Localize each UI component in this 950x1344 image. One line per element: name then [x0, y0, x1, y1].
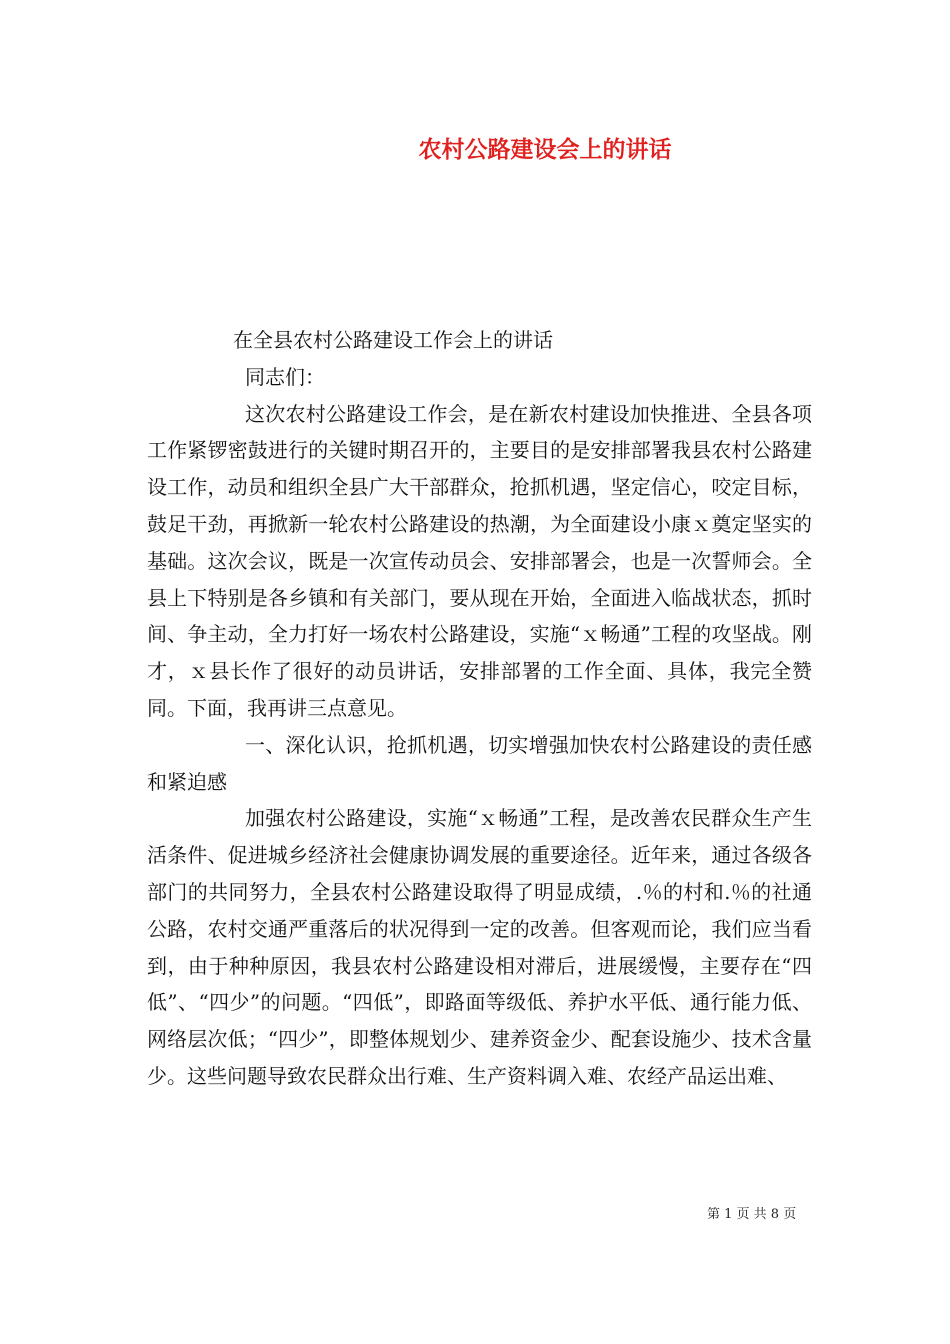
page-number: 第 1 页 共 8 页	[707, 1207, 797, 1222]
section-heading-1: 一、深化认识，抢抓机遇，切实增强加快农村公路建设的责任感和紧迫感	[147, 732, 812, 794]
paragraph-intro: 这次农村公路建设工作会，是在新农村建设加快推进、全县各项工作紧锣密鼓进行的关键时期召开的，主要目的是安排部署我县农村公路建设工作，动员和组织全县广大干部群众，抢抓机遇，坚定信心，咬定目标，鼓足干劲，再掀新一轮农村公路建设的热潮，为全面建设小康ｘ奠定坚实的基础。这次会议，既是一次宣传动员会、安排部署会，也是一次誓师会。全县上下特别是各乡镇和有关部门，要从现在开始，全面进入临战状态，抓时间、争主动，全力打好一场农村公路建设，实施“ｘ畅通”工程的攻坚战。刚才，ｘ县长作了很好的动员讲话，安排部署的工作全面、具体，我完全赞同。下面，我再讲三点意见。	[147, 401, 812, 720]
document-subtitle: 在全县农村公路建设工作会上的讲话	[233, 328, 553, 352]
salutation: 同志们：	[245, 364, 325, 389]
document-body	[147, 322, 812, 1095]
paragraph-section-1: 加强农村公路建设，实施“ｘ畅通”工程，是改善农民群众生产生活条件、促进城乡经济社会健康协调发展的重要途径。近年来，通过各级各部门的共同努力，全县农村公路建设取得了明显成绩，.％的村和.％的社通公路，农村交通严重落后的状况得到一定的改善。但客观而论，我们应当看到，由于种种原因，我县农村公路建设相对滞后，进展缓慢，主要存在“四低”、“四少”的问题。“四低”，即路面等级低、养护水平低、通行能力低、网络层次低；“四少”，即整体规划少、建养资金少、配套设施少、技术含量少。这些问题导致农民群众出行难、生产资料调入难、农经产品运出难、	[147, 806, 812, 1088]
document-title: 农村公路建设会上的讲话	[418, 136, 672, 163]
